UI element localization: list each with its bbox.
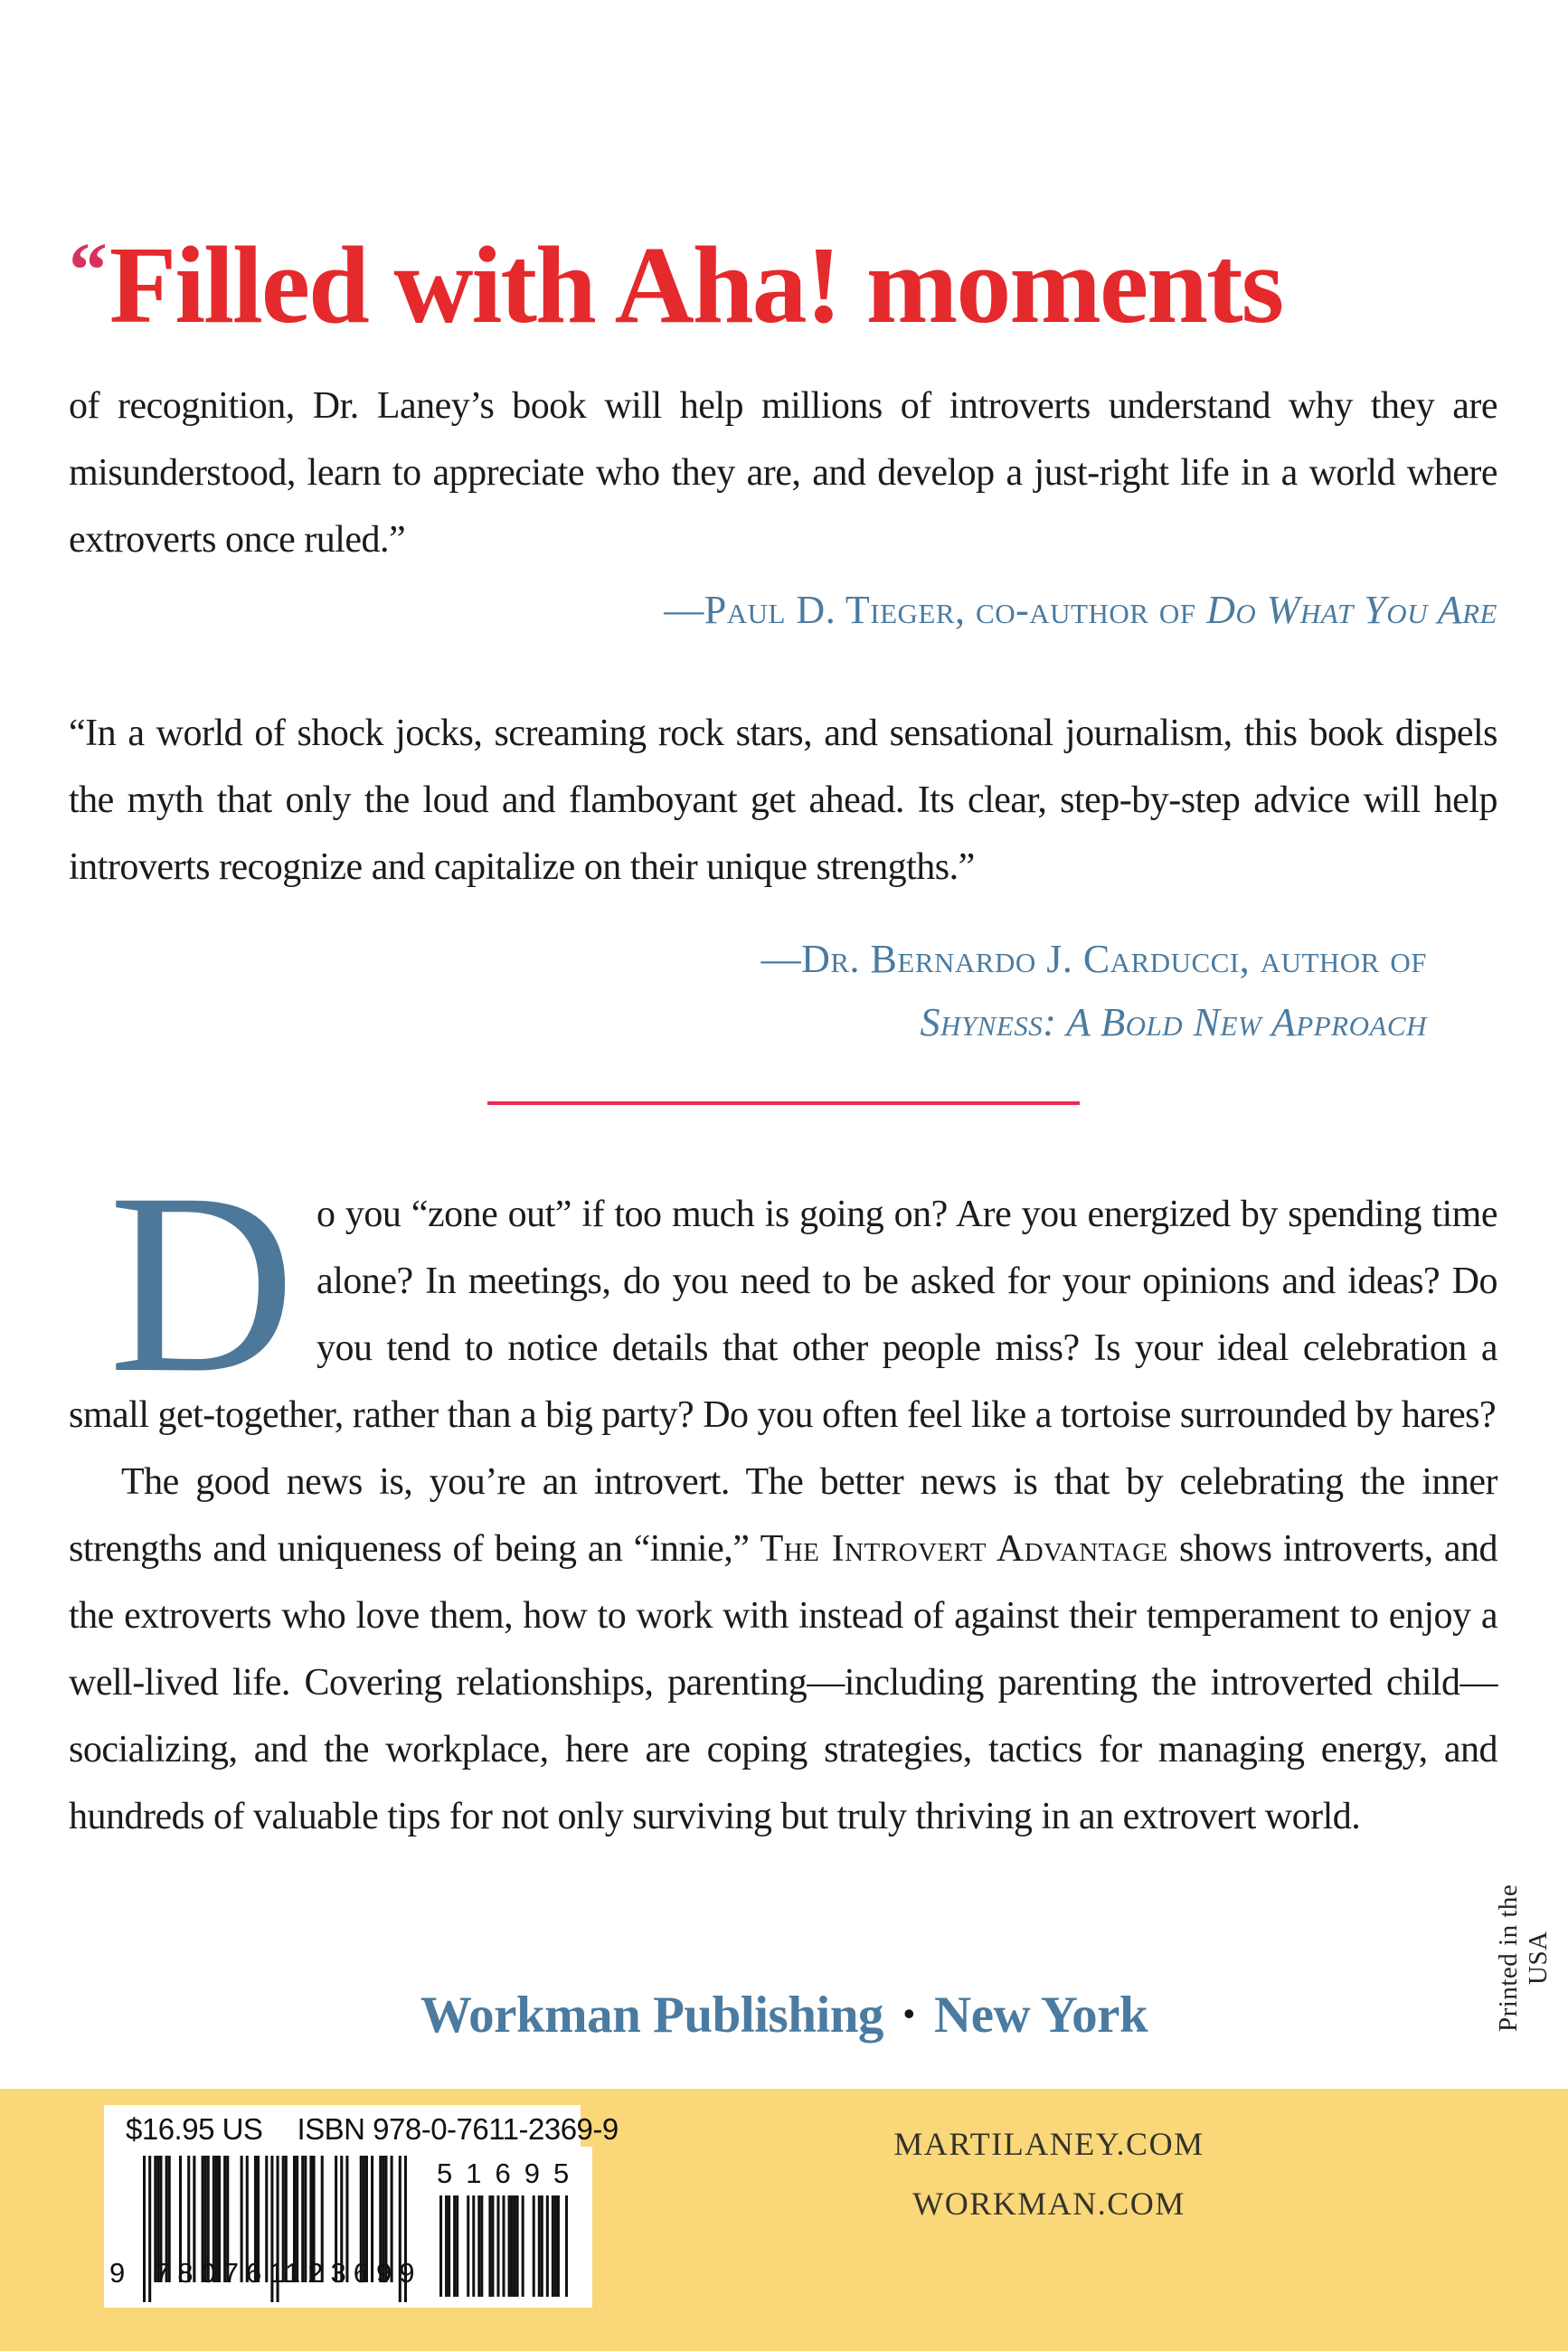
quote1-attribution [69, 579, 1497, 642]
quote2-body: “In a world of shock jocks, screaming rock stars, and sensational journalism, this book dispels the myth that only the loud and flamboyant get ahead. Its clear, step-by-step advice will help introverts recognize and capitalize on their unique strengths.” [69, 712, 1497, 888]
quote2-attribution-name: —Dr. Bernardo J. Carducci, author of [760, 936, 1427, 981]
quote1-body: of recognition, Dr. Laney’s book will help millions of introverts understand why they are misunderstood, learn to appreciate who they are, and develop a just-right life in a world where extroverts once ruled.” [69, 384, 1497, 561]
barcode-digits-left-group: 780761 [155, 2257, 292, 2289]
publisher-name: Workman Publishing [420, 1987, 883, 2044]
headline [69, 226, 1497, 345]
isbn-label: ISBN 978-0-7611-2369-9 [297, 2112, 619, 2146]
barcode-digit-leading: 9 [109, 2257, 126, 2289]
quote2-attribution [69, 928, 1497, 1054]
cover-text-column [69, 226, 1497, 1850]
red-divider-rule [487, 1101, 1080, 1105]
publisher-line [0, 1986, 1568, 2044]
headline-text: Filled with Aha! moments [109, 224, 1283, 346]
publisher-city: New York [934, 1987, 1148, 2044]
website-list [859, 2125, 1239, 2223]
quote1-attribution-work-title: Do What You Are [1206, 587, 1497, 632]
open-quote-mark: “ [69, 227, 108, 313]
description-block [69, 1138, 1497, 1850]
ean5-barcode [437, 2195, 568, 2297]
description-para1 [69, 1138, 1497, 1449]
description-para2-after: shows introverts, and the extroverts who love them, how to work with instead of against their temperament to enjoy a well-lived life. Covering relationships, parenting—including parenting the introverted child—socializing, and the workplace, here are coping strategies, tactics for managing energy, and hundreds of valuable tips for not only surviving but truly thriving in an extrovert world. [69, 1527, 1497, 1837]
website-workman: WORKMAN.COM [912, 2186, 1185, 2222]
book-title-mention: The Introvert Advantage [760, 1527, 1168, 1570]
yellow-footer-banner [0, 2089, 1568, 2351]
dropcap-letter: D [109, 1138, 296, 1426]
barcode-supplement-digits: 51695 [437, 2157, 583, 2189]
description-para2 [69, 1449, 1497, 1850]
description-para2-before: The good news is, you’re an introvert. The better news is that by celebrating the inner strengths and uniqueness of being an “innie,” [69, 1460, 1497, 1570]
price-label: $16.95 US [126, 2112, 263, 2146]
website-martilaney: MARTILANEY.COM [893, 2126, 1204, 2162]
quote2-attribution-work-title: Shyness: A Bold New Approach [920, 999, 1427, 1044]
bullet-separator-icon: • [902, 1996, 915, 2033]
price-isbn-row [126, 2112, 619, 2147]
printed-in-usa-note: Printed in the USA [1494, 1884, 1553, 2033]
description-para1-text: o you “zone out” if too much is going on? Are you energized by spending time alone? In meetings, do you need to be asked for your opinions and ideas? Do you tend to notice details that other people miss? Is your ideal celebration a small get-together, rather than a big party? Do you often feel like a tortoise surrounded by hares? [69, 1193, 1497, 1436]
barcode-digits-right-group: 123699 [285, 2257, 422, 2289]
barcode-panel [104, 2105, 619, 2308]
quote1-attribution-name: —Paul D. Tieger, co-author of [664, 587, 1207, 632]
